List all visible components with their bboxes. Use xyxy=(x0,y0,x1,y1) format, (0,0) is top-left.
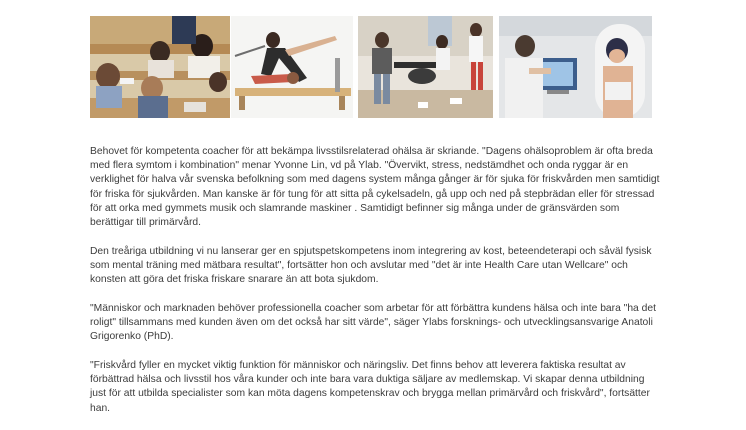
paragraph-3: "Människor och marknaden behöver professionella coacher som arbetar för att förbättra kundens hälsa och inte bara "ha det roligt" tillsammans med kunden även om det också har sitt värde", säger Ylabs forsknings- och utvecklingsansvarige Anatoli Grigorenko (PhD). xyxy=(90,302,656,343)
students-in-lecture-hall-photo xyxy=(90,16,230,118)
photo-strip xyxy=(90,16,652,118)
gym-training-photo xyxy=(358,16,493,118)
paragraph-4: "Friskvård fyller en mycket viktig funktion för människor och näringsliv. Det finns behov att leverera faktiska resultat av förbättrad hälsa och livsstil hos våra kunder och inte bara vara duktiga säljare av medlemskap. Vi skapar denna utbildning just för att utbilda specialister som kan möta dagens kompetenskrav och brygga mellan primärvård och friskvård", fortsätter han. xyxy=(90,359,650,414)
article-body xyxy=(90,145,660,430)
paragraph-1: Behovet för kompetenta coacher för att bekämpa livsstilsrelaterad ohälsa är skriande. "Dagens ohälsoproblem är ofta breda med flera symtom i kombination" menar Yvonne Lin, vd på Ylab. "Övervikt, stress, nedstämdhet och onda ryggar är en verklighet för halva vår svenska befolkning som med dagens system många gånger är för sjuka för friskvården men samtidigt för friska för sjukvården. Man kanske är för tung för att sitta på cykelsadeln, gå upp och ned på stepbrädan eller för stressad för att orka med gymmets musik och slamrande maskiner . Samtidigt befinner sig många under de gränsvärden som berättigar till primärvård. xyxy=(90,146,660,229)
pilates-reformer-photo xyxy=(231,16,353,118)
paragraph-2: Den treåriga utbildning vi nu lanserar ger en spjutspetskompetens inom integrering av kost, beteendeterapi och såväl fysisk som mental träning med mätbara resultat", fortsätter hon och avslutar med "det är inte Health Care utan Wellcare" och konsten att göra det friska friskare snarare än att bota sjukdom. xyxy=(90,245,652,286)
body-measurement-photo xyxy=(499,16,652,118)
